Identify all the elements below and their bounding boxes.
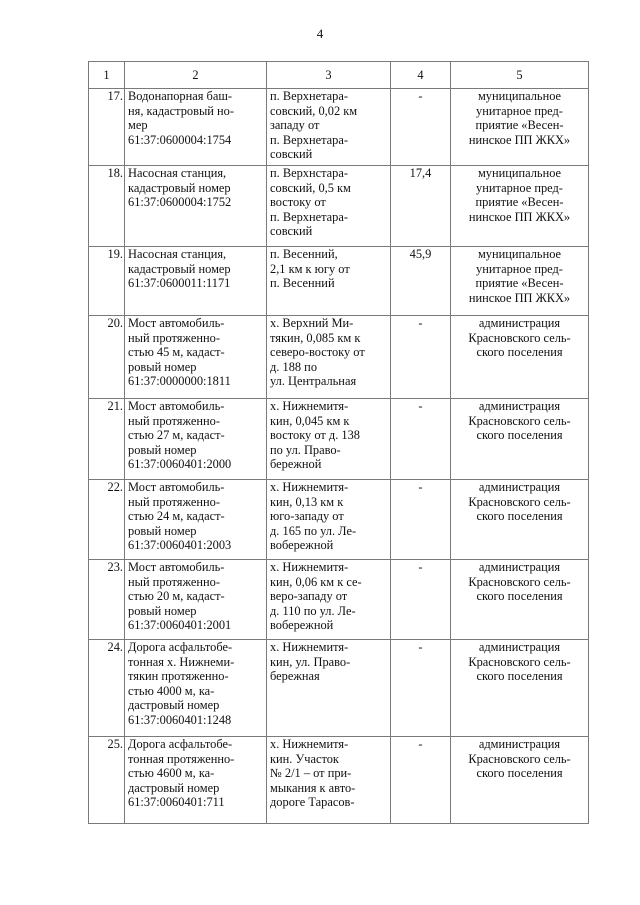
object-area: -: [391, 480, 451, 560]
object-area: 45,9: [391, 247, 451, 316]
object-area: -: [391, 399, 451, 480]
column-header-5: 5: [451, 62, 589, 89]
object-area: -: [391, 89, 451, 166]
object-area: -: [391, 316, 451, 399]
table-header-row: [89, 62, 589, 89]
object-location: х. Верхний Ми- тякин, 0,085 км к северо-востоку от д. 188 по ул. Центральная: [267, 316, 391, 399]
row-number: 21.: [89, 399, 125, 480]
row-number: 25.: [89, 737, 125, 824]
row-number: 23.: [89, 560, 125, 640]
object-holder: администрация Красновского сель- ского поселения: [451, 737, 589, 824]
object-holder: администрация Красновского сель- ского поселения: [451, 316, 589, 399]
column-header-3: 3: [267, 62, 391, 89]
column-header-4: 4: [391, 62, 451, 89]
object-name: Мост автомобиль- ный протяженно- стью 27 м, кадаст- ровый номер 61:37:0060401:2000: [125, 399, 267, 480]
object-holder: администрация Красновского сель- ского поселения: [451, 480, 589, 560]
object-holder: администрация Красновского сель- ского поселения: [451, 560, 589, 640]
object-holder: муниципальное унитарное пред- приятие «Весен- нинское ПП ЖКХ»: [451, 166, 589, 247]
object-name: Мост автомобиль- ный протяженно- стью 45 м, кадаст- ровый номер 61:37:0000000:1811: [125, 316, 267, 399]
table-row: [89, 166, 589, 247]
property-registry-table: [88, 61, 589, 824]
table-row: [89, 399, 589, 480]
column-header-1: 1: [89, 62, 125, 89]
object-name: Водонапорная баш- ня, кадастровый но- мер 61:37:0600004:1754: [125, 89, 267, 166]
object-name: Дорога асфальтобе- тонная протяженно- стью 4600 м, ка- дастровый номер 61:37:0060401:711: [125, 737, 267, 824]
object-name: Мост автомобиль- ный протяженно- стью 20 м, кадаст- ровый номер 61:37:0060401:2001: [125, 560, 267, 640]
object-area: 17,4: [391, 166, 451, 247]
object-location: х. Нижнемитя- кин, ул. Право- бережная: [267, 640, 391, 737]
object-location: п. Верхнстара- совский, 0,5 км востоку от п. Верхнетара- совский: [267, 166, 391, 247]
object-holder: муниципальное унитарное пред- приятие «Весен- нинское ПП ЖКХ»: [451, 89, 589, 166]
object-name: Насосная станция, кадастровый номер 61:37:0600011:1171: [125, 247, 267, 316]
column-header-2: 2: [125, 62, 267, 89]
table-row: [89, 89, 589, 166]
object-name: Дорога асфальтобе- тонная х. Нижнеми- тякин протяженно- стью 4000 м, ка- дастровый номер 61:37:0060401:1248: [125, 640, 267, 737]
table-row: [89, 316, 589, 399]
row-number: 19.: [89, 247, 125, 316]
object-location: х. Нижнемитя- кин. Участок № 2/1 – от при- мыкания к авто- дороге Тарасов-: [267, 737, 391, 824]
row-number: 18.: [89, 166, 125, 247]
object-name: Насосная станция, кадастровый номер 61:37:0600004:1752: [125, 166, 267, 247]
object-area: -: [391, 560, 451, 640]
table-row: [89, 640, 589, 737]
object-area: -: [391, 640, 451, 737]
object-holder: администрация Красновского сель- ского поселения: [451, 399, 589, 480]
object-location: х. Нижнемитя- кин, 0,06 км к се- веро-западу от д. 110 по ул. Ле- вобережной: [267, 560, 391, 640]
object-area: -: [391, 737, 451, 824]
row-number: 24.: [89, 640, 125, 737]
object-name: Мост автомобиль- ный протяженно- стью 24 м, кадаст- ровый номер 61:37:0060401:2003: [125, 480, 267, 560]
object-holder: администрация Красновского сель- ского поселения: [451, 640, 589, 737]
table-row: [89, 480, 589, 560]
object-location: п. Весенний, 2,1 км к югу от п. Весенний: [267, 247, 391, 316]
row-number: 22.: [89, 480, 125, 560]
object-location: п. Верхнетара- совский, 0,02 км западу от п. Верхнетара- совский: [267, 89, 391, 166]
object-holder: муниципальное унитарное пред- приятие «Весен- нинское ПП ЖКХ»: [451, 247, 589, 316]
row-number: 17.: [89, 89, 125, 166]
object-location: х. Нижнемитя- кин, 0,045 км к востоку от д. 138 по ул. Право- бережной: [267, 399, 391, 480]
object-location: х. Нижнемитя- кин, 0,13 км к юго-западу от д. 165 по ул. Ле- вобережной: [267, 480, 391, 560]
table-row: [89, 737, 589, 824]
page-number: 4: [316, 26, 324, 41]
row-number: 20.: [89, 316, 125, 399]
table-row: [89, 560, 589, 640]
table-row: [89, 247, 589, 316]
